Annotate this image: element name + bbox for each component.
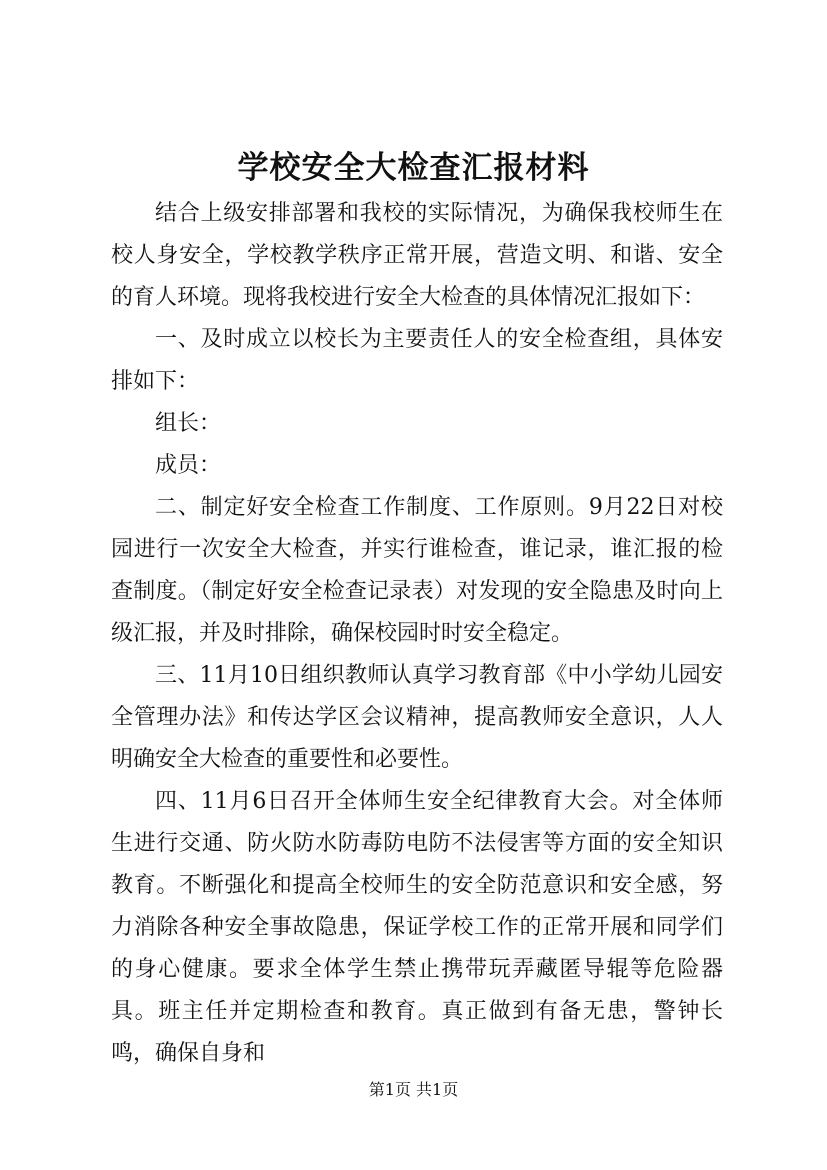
paragraph-section-2: 二、制定好安全检查工作制度、工作原则。9月22日对校园进行一次安全大检查，并实行谁检查，谁记录，谁汇报的检查制度。（制定好安全检查记录表）对发现的安全隐患及时向上级汇报，并及时排除，确保校园时时安全稳定。 <box>111 495 723 646</box>
paragraph-members: 成员： <box>155 453 222 478</box>
paragraph-intro: 结合上级安排部署和我校的实际情况，为确保我校师生在校人身安全，学校教学秩序正常开展，营造文明、和谐、安全的育人环境。现将我校进行安全大检查的具体情况汇报如下： <box>111 201 723 310</box>
document-title: 学校安全大检查汇报材料 <box>237 150 590 186</box>
paragraph-group-leader: 组长： <box>155 411 222 436</box>
paragraph-section-4: 四、11月6日召开全体师生安全纪律教育大会。对全体师生进行交通、防火防水防毒防电防不法侵害等方面的安全知识教育。不断强化和提高全校师生的安全防范意识和安全感，努力消除各种安全事故隐患，保证学校工作的正常开展和同学们的身心健康。要求全体学生禁止携带玩弄藏匿导辊等危险器具。班主任并定期检查和教育。真正做到有备无患，警钟长鸣，确保自身和 <box>111 789 723 1066</box>
document-body <box>111 193 723 1075</box>
paragraph-section-3: 三、11月10日组织教师认真学习教育部《中小学幼儿园安全管理办法》和传达学区会议精神，提高教师安全意识，人人明确安全大检查的重要性和必要性。 <box>111 663 723 772</box>
paragraph-section-1: 一、及时成立以校长为主要责任人的安全检查组，具体安排如下： <box>111 327 723 394</box>
page-footer: 第1页 共1页 <box>368 1080 459 1099</box>
